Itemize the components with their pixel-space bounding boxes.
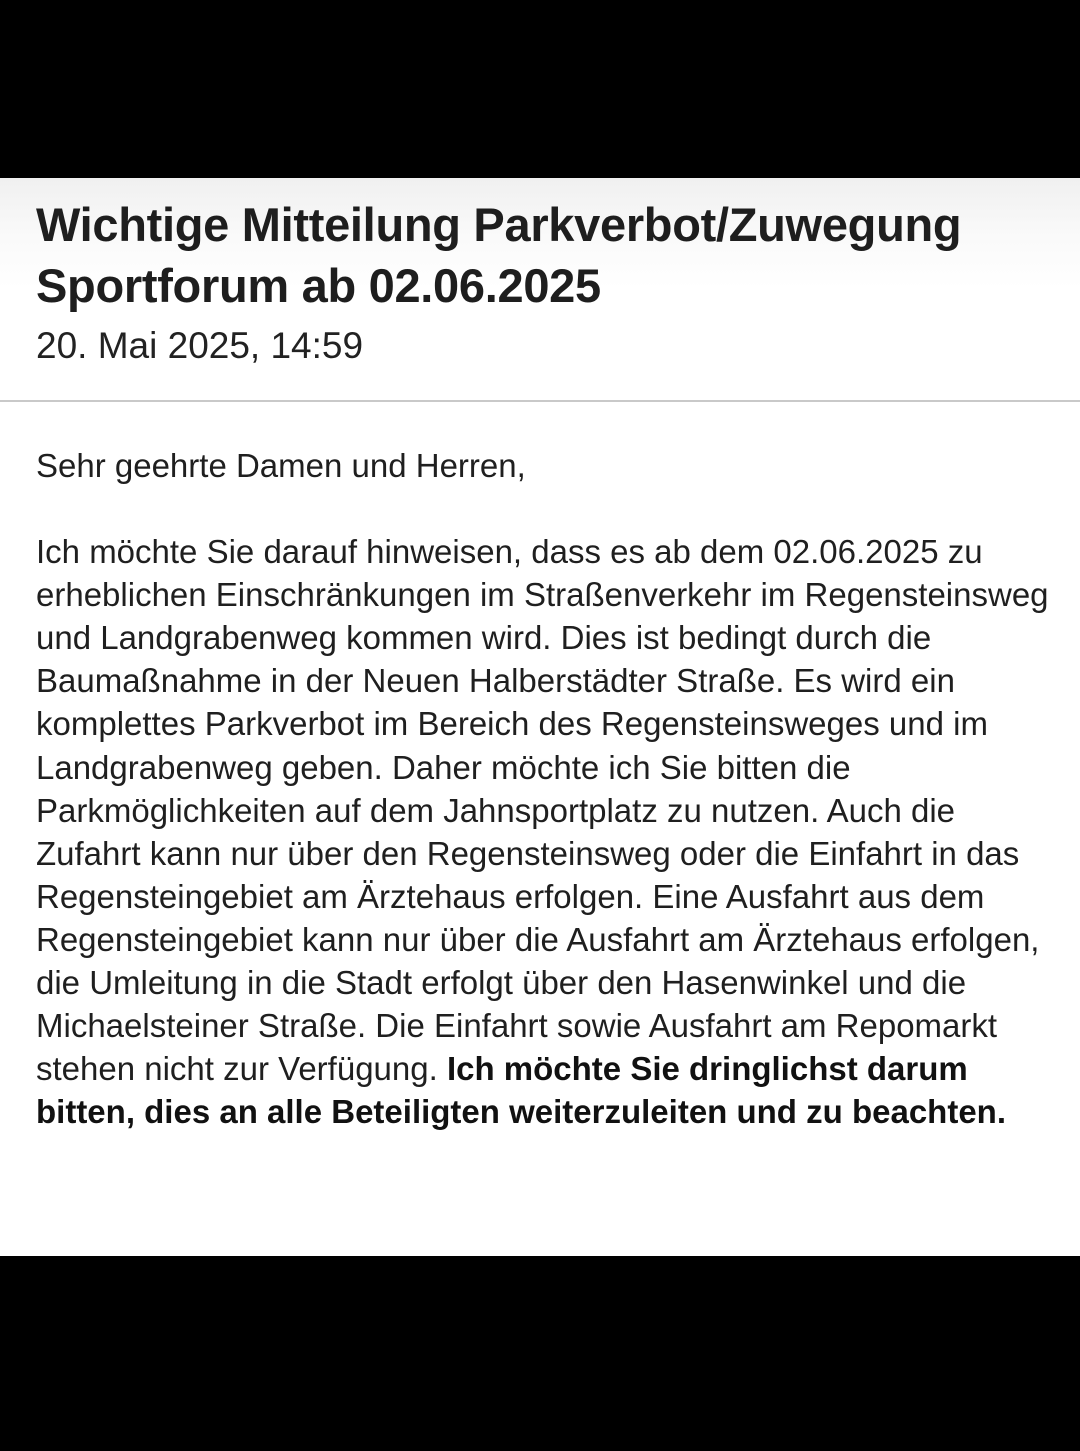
message-body xyxy=(36,444,1056,1133)
paragraph-text: Ich möchte Sie darauf hinweisen, dass es ab dem 02.06.2025 zu erheblichen Einschränkungen im Straßenverkehr im Regensteinsweg und Landgrabenweg kommen wird. Dies ist bedingt durch die Baumaßnahme in der Neuen Halberstädter Straße. Es wird ein komplettes Parkverbot im Bereich des Regensteinsweges und im Landgrabenweg geben. Daher möchte ich Sie bitten die Parkmöglichkeiten auf dem Jahnsportplatz zu nutzen. Auch die Zufahrt kann nur über den Regensteinsweg oder die Einfahrt in das Regensteingebiet am Ärztehaus erfolgen. Eine Ausfahrt aus dem Regensteingebiet kann nur über die Ausfahrt am Ärztehaus erfolgen, die Umleitung in die Stadt erfolgt über den Hasenwinkel und die Michaelsteiner Straße. Die Einfahrt sowie Ausfahrt am Repomarkt stehen nicht zur Verfügung. xyxy=(36,533,1049,1088)
top-black-bar xyxy=(0,0,1080,178)
message-header xyxy=(0,178,1080,402)
bottom-black-bar xyxy=(0,1256,1080,1451)
message-paragraph xyxy=(36,530,1056,1133)
salutation: Sehr geehrte Damen und Herren, xyxy=(36,447,526,484)
message-title: Wichtige Mitteilung Parkverbot/Zuwegung Sportforum ab 02.06.2025 xyxy=(36,198,962,312)
message-card xyxy=(0,178,1080,1256)
message-date: 20. Mai 2025, 14:59 xyxy=(36,325,364,366)
emphasis-text: Ich möchte Sie dringlichst darum bitten, dies an alle Beteiligten weiterzuleiten und zu beachten. xyxy=(36,1050,1007,1131)
